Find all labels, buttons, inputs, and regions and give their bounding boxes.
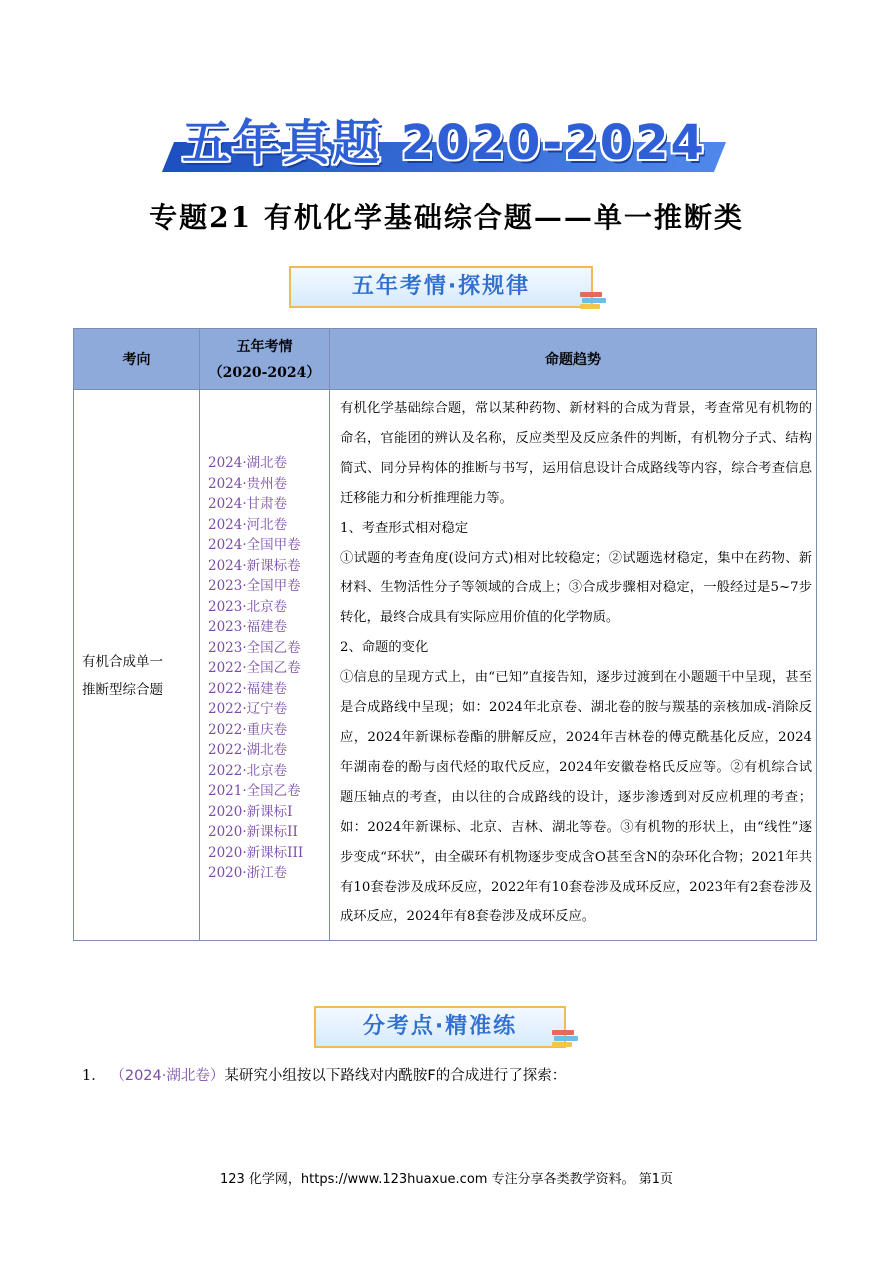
year-item: 2023·全国甲卷: [208, 578, 301, 594]
header-trend: 命题趋势: [330, 329, 817, 390]
direction-line-1: 有机合成单一: [82, 654, 163, 670]
question-text: 某研究小组按以下路线对内酰胺F的合成进行了探索：: [224, 1068, 567, 1084]
trend-cell: [330, 390, 817, 941]
trend-paragraph: ①试题的考查角度(设问方式)相对比较稳定；②试题选材稳定，集中在药物、新材料、生物活性分子等领域的合成上；③合成步骤相对稳定，一般经过是5~7步转化，最终合成具有实际应用价值的化学物质。: [340, 550, 812, 626]
year-item: 2023·全国乙卷: [208, 639, 301, 656]
year-item: 2024·河北卷: [208, 516, 288, 533]
books-icon: [580, 292, 606, 312]
section-label-practice: 分考点·精准练: [314, 1006, 566, 1048]
year-item: 2022·湖北卷: [208, 742, 288, 758]
direction-cell: [74, 390, 200, 941]
subject-title: 专题21 有机化学基础综合题——单一推断类: [149, 201, 744, 234]
question-1: [82, 1064, 566, 1085]
year-item: 2024·全国甲卷: [208, 537, 301, 553]
year-item: 2024·新课标卷: [208, 557, 301, 574]
question-number: 1．: [82, 1068, 106, 1084]
year-item: 2022·福建卷: [208, 680, 288, 697]
year-item: 2020·新课标II: [208, 824, 298, 840]
years-cell: [200, 390, 330, 941]
year-item: 2020·浙江卷: [208, 865, 288, 881]
banner: [168, 112, 720, 174]
trend-table: [73, 328, 817, 941]
section-label-trends: 五年考情·探规律: [289, 266, 593, 308]
header-years-title: 五年考情: [236, 339, 293, 355]
question-source: （2024·湖北卷）: [110, 1068, 225, 1084]
header-direction: 考向: [74, 329, 200, 390]
year-item: 2022·辽宁卷: [208, 701, 288, 717]
year-item: 2020·新课标III: [208, 844, 304, 861]
header-years: [200, 329, 330, 390]
year-list: [200, 390, 329, 884]
year-item: 2021·全国乙卷: [208, 783, 301, 799]
table-header-row: [74, 329, 817, 390]
trend-paragraph: 有机化学基础综合题，常以某种药物、新材料的合成为背景，考查常见有机物的命名，官能团的辨认及名称，反应类型及反应条件的判断，有机物分子式、结构简式、同分异构体的推断与书写，运用信息设计合成路线等内容，综合考查信息迁移能力和分析推理能力等。: [340, 401, 812, 506]
year-item: 2024·湖北卷: [208, 455, 288, 471]
year-item: 2024·甘肃卷: [208, 496, 288, 512]
year-item: 2022·重庆卷: [208, 721, 288, 738]
year-item: 2022·全国乙卷: [208, 660, 301, 676]
books-icon: [552, 1030, 578, 1050]
trend-paragraph: ①信息的呈现方式上，由“已知”直接告知，逐步过渡到在小题题干中呈现，甚至是合成路线中呈现；如：2024年北京卷、湖北卷的胺与羰基的亲核加成-消除反应，2024年新课标卷酯的肼解反应，2024年吉林卷的傅克酰基化反应，2024年湖南卷的酚与卤代烃的取代反应，2024年安徽卷格氏反应等。②有机综合试题压轴点的考查，由以往的合成路线的设计，逐步渗透到对反应机理的考查；如：2024年新课标、北京、吉林、湖北等卷。③有机物的形状上，由“线性”逐步变成“环状”，由全碳环有机物逐步变成含O甚至含N的杂环化合物；2021年共有10套卷涉及成环反应，2022年有10套卷涉及成环反应，2023年有2套卷涉及成环反应，2024年有8套卷涉及成环反应。: [340, 670, 812, 925]
direction-line-2: 推断型综合题: [82, 682, 163, 698]
page-footer: 123 化学网，https://www.123huaxue.com 专注分享各类教学资料。 第1页: [219, 1172, 673, 1187]
year-item: 2022·北京卷: [208, 762, 288, 779]
header-years-range: （2020-2024）: [208, 365, 321, 381]
trend-paragraph: 1、考查形式相对稳定: [340, 520, 469, 536]
table-row: [74, 390, 817, 941]
banner-title: 五年真题 2020-2024: [182, 115, 706, 171]
year-item: 2024·贵州卷: [208, 475, 288, 492]
year-item: 2023·福建卷: [208, 619, 288, 635]
trend-paragraph: 2、命题的变化: [340, 640, 429, 656]
year-item: 2020·新课标I: [208, 803, 293, 820]
year-item: 2023·北京卷: [208, 598, 288, 615]
